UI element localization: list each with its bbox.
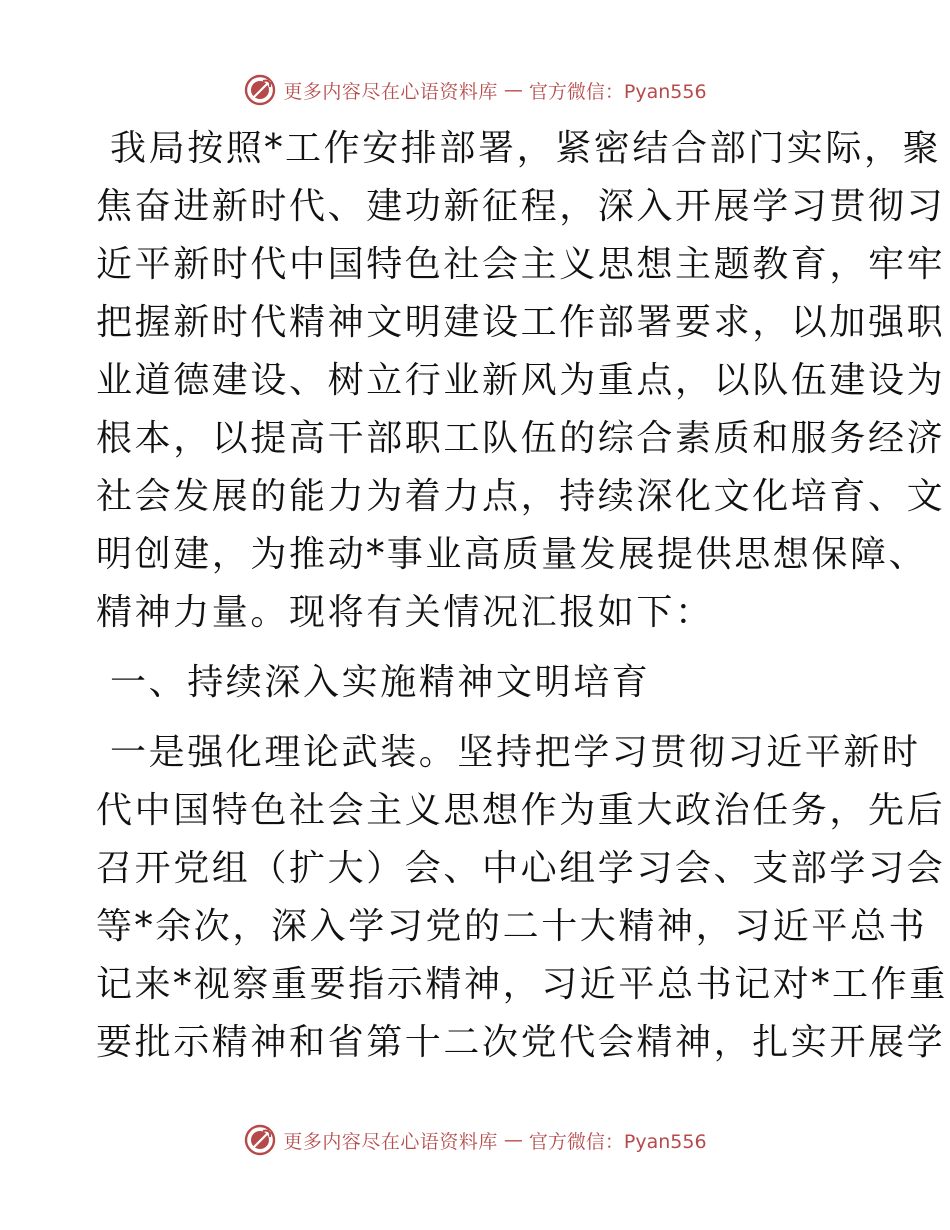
text-line: 明创建，为推动*事业高质量发展提供思想保障、 — [96, 534, 928, 575]
text-line: 代中国特色社会主义思想作为重大政治任务，先后 — [96, 790, 946, 831]
paragraph-theory — [96, 724, 948, 1072]
text-line: 我局按照*工作安排部署，紧密结合部门实际，聚 — [110, 128, 942, 169]
text-line: 近平新时代中国特色社会主义思想主题教育，牢牢 — [96, 244, 946, 285]
paragraph-intro — [96, 120, 946, 642]
banner-slogan: 更多内容尽在心语资料库 — [283, 1130, 498, 1153]
quill-seal-logo-icon — [243, 1123, 277, 1157]
footer-banner — [0, 1120, 950, 1160]
header-banner — [0, 70, 950, 110]
text-line: 要批示精神和省第十二次党代会精神，扎实开展学 — [96, 1022, 946, 1063]
banner-slogan: 更多内容尽在心语资料库 — [283, 80, 498, 103]
text-line: 社会发展的能力为着力点，持续深化文化培育、文 — [96, 476, 946, 517]
banner-contact: 官方微信：Pyan556 — [528, 1130, 707, 1153]
text-line: 记来*视察重要指示精神，习近平总书记对*工作重 — [96, 964, 948, 1005]
text-line: 焦奋进新时代、建功新征程，深入开展学习贯彻习 — [96, 186, 946, 227]
quill-seal-logo-icon — [243, 73, 277, 107]
banner-contact: 官方微信：Pyan556 — [528, 80, 707, 103]
section-heading: 一、持续深入实施精神文明培育 — [110, 662, 651, 703]
text-line: 业道德建设、树立行业新风为重点，以队伍建设为 — [96, 360, 946, 401]
text-line: 一是强化理论武装。坚持把学习贯彻习近平新时 — [110, 732, 921, 773]
text-line: 把握新时代精神文明建设工作部署要求，以加强职 — [96, 302, 946, 343]
text-line: 根本，以提高干部职工队伍的综合素质和服务经济 — [96, 418, 946, 459]
text-line: 召开党组（扩大）会、中心组学习会、支部学习会 — [96, 848, 946, 889]
banner-separator: — — [503, 79, 523, 101]
document-body — [96, 120, 948, 1072]
banner-separator: — — [503, 1129, 523, 1151]
text-line: 精神力量。现将有关情况汇报如下： — [96, 592, 714, 633]
text-line: 等*余次，深入学习党的二十大精神，习近平总书 — [96, 906, 928, 947]
